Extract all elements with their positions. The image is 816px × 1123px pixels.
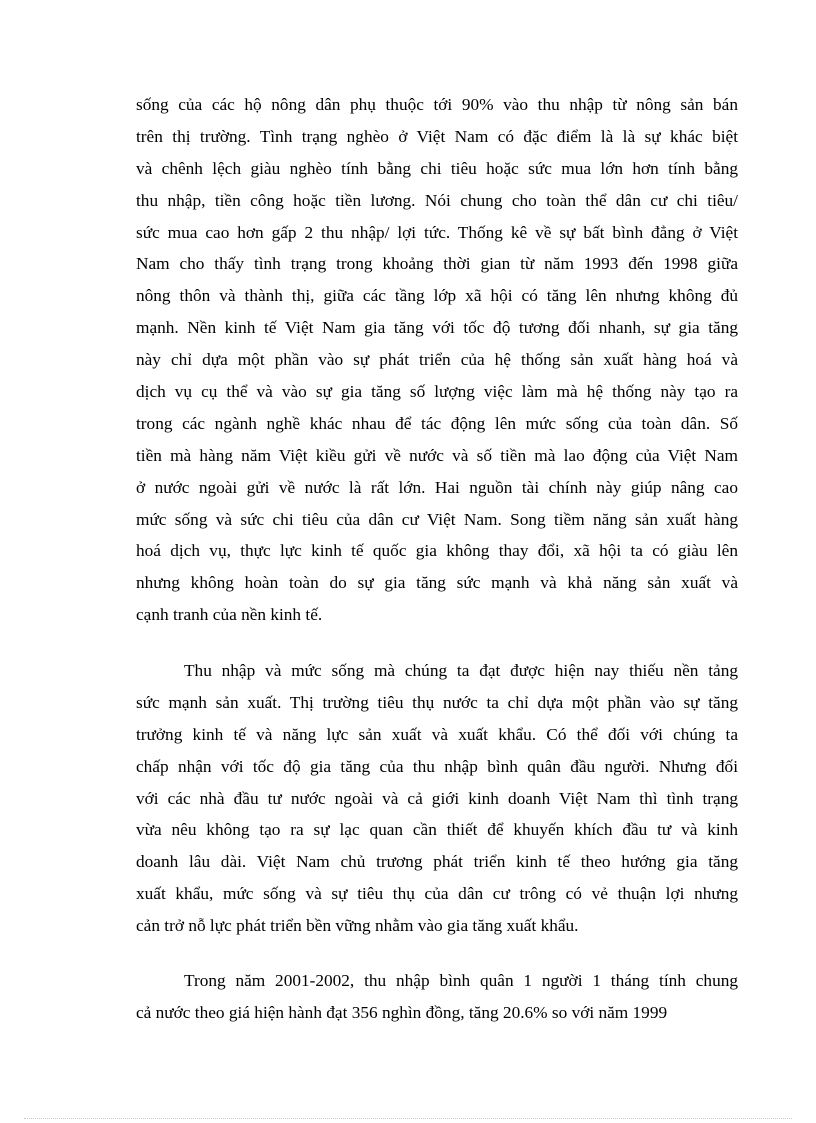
text-line: doanh lâu dài. Việt Nam chủ trương phát triển kinh tế theo hướng gia tăng	[136, 852, 738, 872]
text-line: sức mạnh sản xuất. Thị trường tiêu thụ nước ta chỉ dựa một phần vào sự tăng	[136, 692, 738, 712]
text-line: này chỉ dựa một phần vào sự phát triển của hệ thống sản xuất hàng hoá và	[136, 350, 738, 370]
text-line: nhưng không hoàn toàn do sự gia tăng sức mạnh và khả năng sản xuất và	[136, 573, 738, 593]
text-line: Thu nhập và mức sống mà chúng ta đạt được hiện nay thiếu nền tảng	[184, 661, 738, 680]
text-line: chấp nhận với tốc độ gia tăng của thu nhập bình quân đầu người. Nhưng đối	[136, 756, 738, 776]
text-line: tiền mà hàng năm Việt kiều gửi về nước và số tiền mà lao động của Việt Nam	[136, 445, 738, 465]
text-line: Trong năm 2001-2002, thu nhập bình quân 1 người 1 tháng tính chung	[184, 971, 738, 990]
paragraph-1	[136, 92, 738, 634]
text-line: Nam cho thấy tình trạng trong khoảng thời gian từ năm 1993 đến 1998 giữa	[136, 254, 738, 274]
paragraph-3	[136, 968, 738, 1032]
text-line: nông thôn và thành thị, giữa các tầng lớp xã hội có tăng lên nhưng không đủ	[136, 286, 738, 306]
text-line: cản trở nỗ lực phát triển bền vững nhằm vào gia tăng xuất khẩu.	[136, 916, 579, 936]
text-line: xuất khẩu, mức sống và sự tiêu thụ của dân cư trông có vẻ thuận lợi nhưng	[136, 884, 738, 904]
text-line: hoá dịch vụ, thực lực kinh tế quốc gia không thay đổi, xã hội ta có giàu lên	[136, 541, 738, 561]
paragraph-2	[136, 658, 738, 945]
text-line: cạnh tranh của nền kinh tế.	[136, 605, 323, 625]
text-line: dịch vụ cụ thể và vào sự gia tăng số lượng việc làm mà hệ thống này tạo ra	[136, 382, 738, 402]
text-line: sống của các hộ nông dân phụ thuộc tới 90% vào thu nhập từ nông sản bán	[136, 95, 738, 114]
text-line: và chênh lệch giàu nghèo tính bằng chi tiêu hoặc sức mua lớn hơn tính bằng	[136, 158, 738, 178]
text-line: ở nước ngoài gửi về nước là rất lớn. Hai nguồn tài chính này giúp nâng cao	[136, 477, 738, 497]
text-line: mạnh. Nền kinh tế Việt Nam gia tăng với tốc độ tương đối nhanh, sự gia tăng	[136, 318, 738, 338]
text-line: trưởng kinh tế và năng lực sản xuất và xuất khẩu. Có thể đối với chúng ta	[136, 724, 738, 744]
text-line: vừa nêu không tạo ra sự lạc quan cần thiết để khuyến khích đầu tư và kinh	[136, 820, 738, 840]
text-line: trên thị trường. Tình trạng nghèo ở Việt Nam có đặc điểm là là sự khác biệt	[136, 126, 738, 146]
text-line: với các nhà đầu tư nước ngoài và cả giới kinh doanh Việt Nam thì tình trạng	[136, 788, 738, 808]
text-line: cả nước theo giá hiện hành đạt 356 nghìn đồng, tăng 20.6% so với năm 1999	[136, 1002, 668, 1022]
text-line: trong các ngành nghề khác nhau để tác động lên mức sống của toàn dân. Số	[136, 413, 738, 433]
text-line: thu nhập, tiền công hoặc tiền lương. Nói chung cho toàn thể dân cư chi tiêu/	[136, 190, 738, 210]
text-line: mức sống và sức chi tiêu của dân cư Việt Nam. Song tiềm năng sản xuất hàng	[136, 509, 738, 529]
page-bottom-rule	[24, 1118, 792, 1119]
text-line: sức mua cao hơn gấp 2 thu nhập/ lợi tức. Thống kê về sự bất bình đẳng ở Việt	[136, 222, 738, 242]
